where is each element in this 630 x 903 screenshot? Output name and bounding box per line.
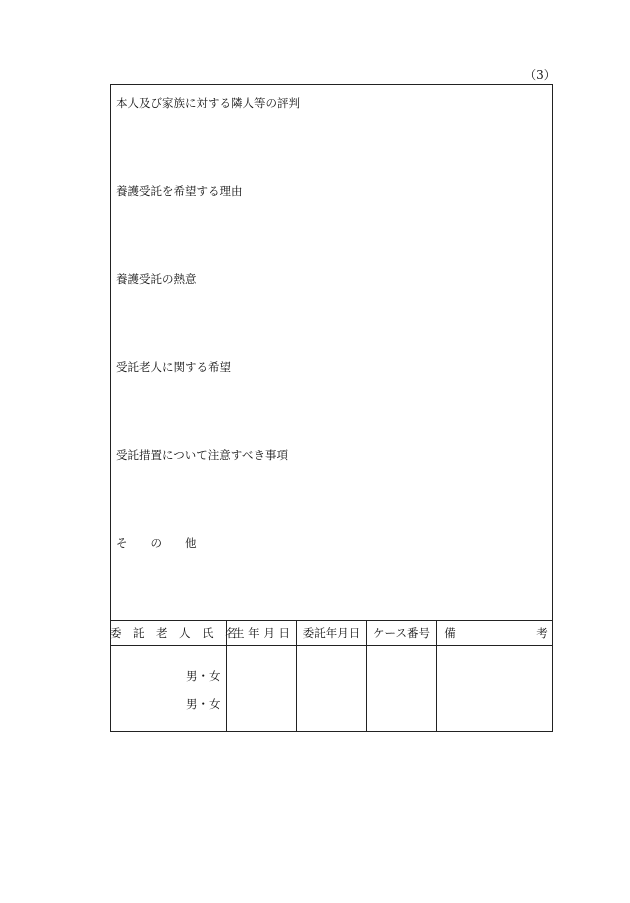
entrusted-elderly-table xyxy=(110,620,553,732)
gender-field-row-1: 男・女 xyxy=(186,669,221,683)
header-case-number: ケース番号 xyxy=(373,626,430,640)
section-label-neighbor-reputation: 本人及び家族に対する隣人等の評判 xyxy=(116,96,300,110)
section-label-reason-for-request: 養護受託を希望する理由 xyxy=(116,184,243,198)
section-label-enthusiasm: 養護受託の熱意 xyxy=(116,272,197,286)
header-name: 委 託 老 人 氏 名 xyxy=(110,626,237,640)
header-entrust-date: 委託年月日 xyxy=(302,626,361,640)
header-remarks-left: 備 xyxy=(444,626,456,640)
section-label-preferences: 受託老人に関する希望 xyxy=(116,360,231,374)
header-birth-date: 生 年 月 日 xyxy=(233,626,290,640)
column-divider xyxy=(436,620,437,732)
entrustment-form xyxy=(110,84,553,732)
page-number: （3） xyxy=(524,68,556,82)
section-label-other: そ の 他 xyxy=(116,536,197,550)
section-label-notes: 受託措置について注意すべき事項 xyxy=(116,448,289,462)
gender-field-row-2: 男・女 xyxy=(186,697,221,711)
header-remarks-right: 考 xyxy=(536,626,548,640)
